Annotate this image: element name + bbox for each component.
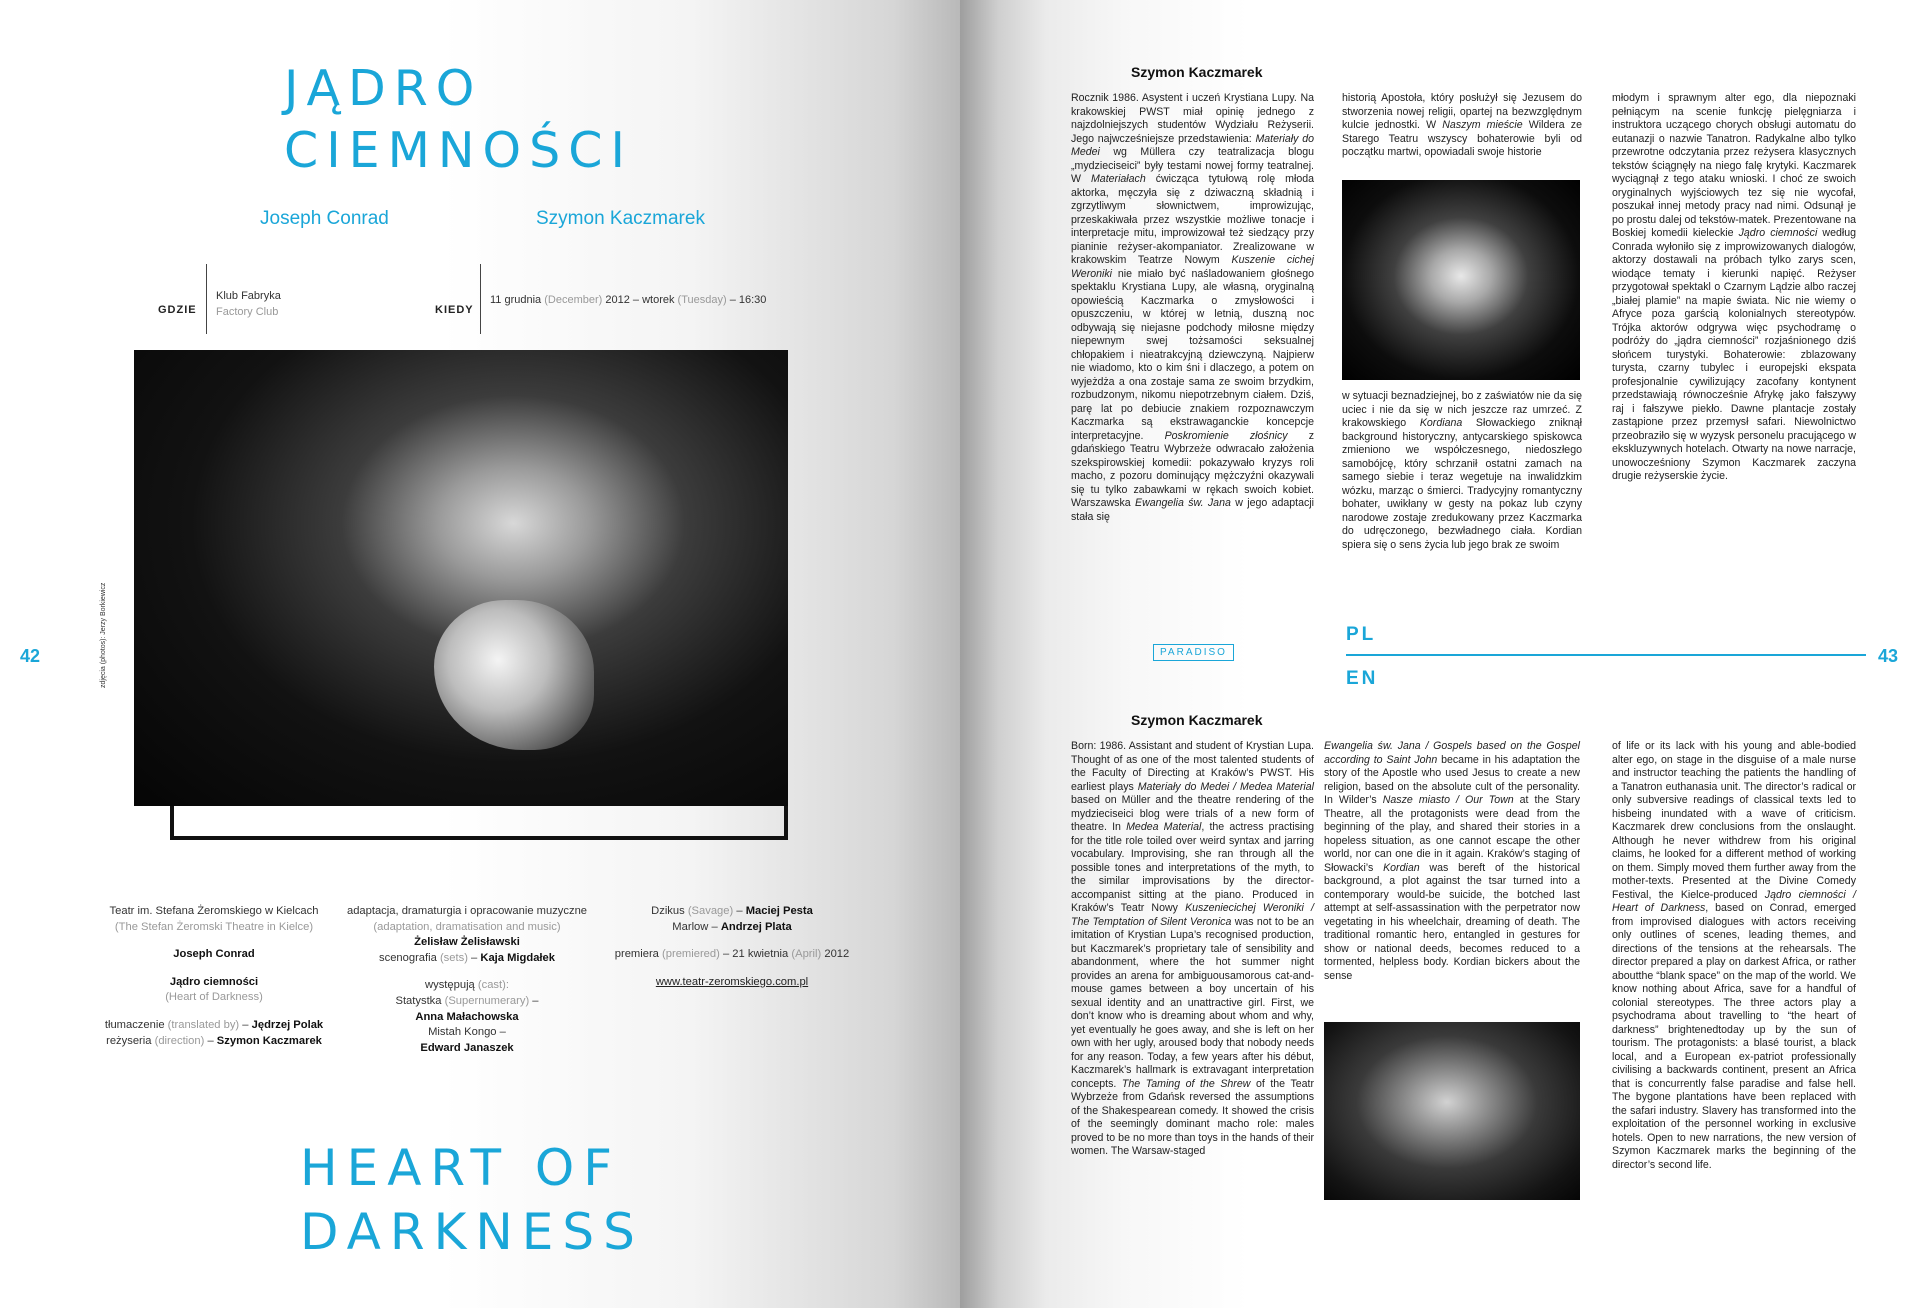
credits-column-1 (96, 904, 332, 1049)
divider-where (206, 264, 207, 334)
date-month-en: (December) (544, 294, 603, 306)
credit-sets: scenografia (sets) – Kaja Migdałek (379, 951, 555, 964)
main-photo-actor (134, 350, 788, 806)
date-day: 11 grudnia (490, 294, 542, 306)
where-label: GDZIE (158, 304, 197, 316)
credit-work-en: (Heart of Darkness) (165, 991, 263, 1004)
lang-divider (1346, 654, 1866, 656)
title-english (300, 1136, 644, 1264)
lang-label-pl: PL (1346, 624, 1377, 645)
credit-adaptation-by: Żelisław Żelisławski (414, 936, 520, 949)
credit-adaptation-label: adaptacja, dramaturgia i opracowanie muzyczne (346, 905, 588, 917)
title-pl-line-2: CIEMNOŚCI (284, 122, 633, 179)
title-polish (284, 58, 704, 182)
date-weekday-en: (Tuesday) (677, 294, 727, 306)
title-pl-line-1: JĄDRO (284, 60, 483, 117)
pl-column-3: młodym i sprawnym alter ego, dla niepoznaki pełniącym na scenie funkcję pielęgniarza i instruktora uczącego chorych obsługi automatu do eutanazji o nazwie Tanatron. Radykalne albo tylko przewrotne odczytania przez reżysera klasycznych tekstów ściągnęły na niego falę krytyki. Kaczmarek wyciągnął z tego ataku wnioski. I choć ze swoich oryginalnych wyjściowych tez się nie wycofał, poszukał innej metody pracy nad nimi. Odsunął je po prostu dalej od tekstów-matek. Prezentowane na Boskiej komedii kieleckie Jądro ciemności według Conrada wyłoniło się z improwizowanych dialogów, aktorzy dostawali na próbach tylko zarys scen, wiodące tematy i kierunki napięć. Reżyser przygotował spektakl o Czarnym Lądzie albo raczej „białej plamie” na mapie świata. Nic nie wiemy o Afryce poza garścią kolonialnych stereotypów. Trójka aktorów odgrywa więc psychodramę o podróży do „jądra ciemności” rozjaśnionego dziś słońcem turystyki. Bohaterowie: zblazowany turysta, czarny tubylec i europejski ekspata profesjonalnie cywilizujący zacofany kontynent przedstawiają równocześnie Afrykę jako fałszywy raj i fałszywe piekło. Dawne plantacje zostały zastąpione przez przemysł safari. Niewolnictwo przeobraziło się w wyzysk personelu pracującego w ekskluzywnych hotelach. Otwarty na nowe narracje, unowocześniony Szymon Kaczmarek zaczyna drugie reżyserskie życie. (1612, 92, 1857, 482)
credit-role-3: Dzikus (Savage) – Maciej Pesta (651, 905, 813, 917)
divider-when (480, 264, 481, 334)
theatre-website-link[interactable]: www.teatr-zeromskiego.com.pl (655, 975, 809, 988)
credit-author: Joseph Conrad (173, 948, 255, 961)
author-director: Szymon Kaczmarek (536, 208, 705, 229)
credit-premiere: premiera (premiered) – 21 kwietnia (April) 2012 (614, 948, 850, 961)
venue-name-en: Factory Club (216, 306, 279, 318)
en-column-2: Ewangelia św. Jana / Gospels based on the Gospel according to Saint John became in his adaptation the story of the Apostle who used Jesus to create a new religion, based on the absolute cult of the personality. In Wilder’s Nasze miasto / Our Town at the Stary Theatre, all the protagonists were dead from the beginning of the play, and shared their stories in a hopeless situation, as one cannot escape the other world, nor can one die in it again. Kraków’s staging of Słowacki’s Kordian was bereft of the historical background, a plot against the tsar turned into a contemporary would-be suicide, the botched last attempt at self-assassination with the perpetrator now vegetating in his wheelchair, dreaming of death. The traditional romantic hero, entangled in gestures for show or national deeds, becomes reduced to a tormented, helpless body. Kordian bickers about the sense (1324, 740, 1581, 982)
photo-three-actors (1324, 1022, 1580, 1200)
credit-role-1: Statystka (Supernumerary) – (395, 994, 539, 1007)
lang-label-en: EN (1346, 668, 1379, 689)
date-year-weekday: 2012 – wtorek (605, 294, 675, 306)
theatre-name: Teatr im. Stefana Żeromskiego w Kielcach (109, 905, 319, 917)
pl-column-2-top: historią Apostoła, który posłużył się Jezusem do stworzenia nowej religii, opartej na bezwzględnym kulcie jednostki. W Naszym mieście Wildera ze Starego Teatru wszyscy bohaterowie byli od początku martwi, opowiadali swoje historie (1342, 92, 1582, 158)
credit-translation: tłumaczenie (translated by) – Jędrzej Polak (104, 1018, 324, 1031)
title-en-line-1: HEART OF (300, 1139, 622, 1197)
en-column-3: of life or its lack with his young and able-bodied alter ego, on stage in the disguise of a male nurse and instructor teaching the patients the handling of a Tanatron euthanasia unit. The director’s radical or only subversive readings of classical texts led to hisbeing inundated with a wave of criticism. Kaczmarek drew conclusions from the onslaught. Although he never withdrew from his original claims, he looked for a different method of working on them. Simply moved them further away from the mother-texts. Presented at the Divine Comedy Festival, the Kielce-produced Jądro ciemności / Heart of Darkness, based on Conrad, emerged from improvised dialogues with actors receiving only outlines of scenes, leading themes, and directions of the tensions at the rehearsals. The director prepared a play on darkest Africa, or rather aboutthe “blank space” on the map of the world. We know nothing about Africa, save for a handful of colonial stereotypes. The three actors play a psychodrama about travelling to “the heart of darkness” brightenedtoday up by the sun of tourism. The protagonists: a blasé tourist, a black local, and a European ex-patriot professionally civilising a backwards continent, present an Africa that is concurrently false paradise and false hell. The bygone plantations have been replaced with the safari industry. Slavery has transformed into the exploitation of the personnel working in exclusive hotels. Open to new narrations, the new version of Szymon Kaczmarek marks the beginning of the director’s second life. (1612, 740, 1856, 1171)
author-original: Joseph Conrad (260, 208, 389, 229)
photo-actor-singing (1342, 180, 1580, 380)
credit-actor-2: Edward Janaszek (420, 1041, 514, 1054)
credit-role-2: Mistah Kongo – (428, 1026, 506, 1039)
credit-role-4: Marlow – Andrzej Plata (672, 920, 792, 933)
venue-block (216, 288, 281, 320)
credit-cast-label: występują (cast): (425, 979, 509, 992)
credit-direction: reżyseria (direction) – Szymon Kaczmarek (106, 1034, 322, 1047)
theatre-name-en: (The Stefan Żeromski Theatre in Kielce) (114, 920, 314, 933)
venue-name: Klub Fabryka (216, 290, 281, 302)
credit-actor-1: Anna Małachowska (415, 1010, 519, 1023)
pl-heading: Szymon Kaczmarek (1131, 64, 1263, 80)
pl-column-2-bottom: w sytuacji beznadziejnej, bo z zaświatów nie da się uciec i nie da się w nich jeszcze raz umrzeć. Z krakowskiego Kordiana Słowackiego zniknął background historyczny, antycarskiego spiskowca zmieniono we współczesnego, niedoszłego samobójcę, który schrzanił ostatni zamach na samego siebie i teraz wegetuje na inwalidzkim wózku, marząc o śmierci. Tradycyjny romantyczny bohater, uwikłany w gesty na pokaz lub czyny narodowe zostaje zredukowany przez Kaczmarka do udręczonego, bezwładnego ciała. Kordian spiera się o sens życia lub jego brak ze swoim (1342, 390, 1583, 551)
en-column-1: Born: 1986. Assistant and student of Krystian Lupa. Thought of as one of the most talented students of the Faculty of Directing at Kraków’s PWST. His earliest plays Materiały do Medei / Medea Material based on Müller and the theatre rendering of the mydzieciseici blog were trials of a new form of theatre. In Medea Material, the actress practising for the title role toiled over weird syntax and jarring vocabulary. Improvising, she ran through all the possible tones and interpretations of the myth, to the similar improvisations by the director-accompanist sitting at the piano. Produced in Kraków’s Teatr Nowy Kuszeniecichej Weroniki / The Temptation of Silent Veronica was not to be an imitation of Krystian Lupa’s recognised production, but Kaczmarek’s proprietary tale of sensibility and abandonment, where the hot summer night provides an arena for ambiguousamorous cat-and-mouse games between a boy uncertain of his sexual identity and an unattractive girl. First, we don’t know who is dreaming about whom and why, yet eventually he goes away, and she is left on her own with her ugly, aroused body that nobody needs for any reason. Today, a few years after his début, Kaczmarek’s hallmark is extravagant interpretation concepts. The Taming of the Shrew of the Teatr Wybrzeże from Gdańsk reversed the assumptions of the Shakespearean comedy. It showed the crisis of the seemingly dominant macho role: males proved to be no more than toys in the hands of their women. The Warsaw-staged (1071, 740, 1315, 1157)
when-label: KIEDY (435, 304, 474, 316)
title-en-line-2: DARKNESS (300, 1203, 644, 1261)
section-badge-paradiso: PARADISO (1153, 644, 1234, 661)
credits-column-2 (342, 904, 592, 1056)
credit-work: Jądro ciemności (169, 975, 259, 988)
photo-credit: zdjęcia (photos): Jerzy Borkiewicz (100, 582, 107, 688)
credits-column-3 (612, 904, 852, 990)
page-number-left: 42 (20, 646, 41, 666)
page-number-right: 43 (1878, 646, 1899, 666)
date-block (490, 292, 766, 308)
pl-column-1: Rocznik 1986. Asystent i uczeń Krystiana Lupy. Na krakowskiej PWST miał opinię jednego z najzdolniejszych studentów Wydziału Reżyserii. Jego najwcześniejsze przedstawienia: Materiały do Medei wg Müllera czy teatralizacja blogu „mydzieciseici” były testami nowej formy teatralnej. W Materiałach ćwicząca tytułową rolę młoda aktorka, męczyła się z dziwaczną składnią i zgrzytliwym słownictwem, improwizując, przeskakiwała przez wszystkie możliwe tonacje i interpretacje mitu, improwizował też siedzący przy pianinie reżyser-akompaniator. Zrealizowane w krakowskim Teatrze Nowym Kuszenie cichej Weroniki nie miało być naśladowaniem głośnego spektaklu Krystiana Lupy, ale własną, oryginalną opowieścią Kaczmarka o zmysłowości i opuszczeniu, w której w letnią, duszną noc odbywają się niejasne podchody miłosne między niepewnym swej tożsamości seksualnej chłopakiem i nieatrakcyjną dziewczyną. Najpierw nie wiadomo, kto o kim śni i dlaczego, a potem on wyjeżdża a ona zostaje sama ze swoim brzydkim, rozbudzonym, nikomu niepotrzebnym ciałem. Dziś, parę lat po debiucie znakiem rozpoznawczym Kaczmarka są ekstrawaganckie koncepcje interpretacyjne. Poskromienie złośnicy z gdańskiego Teatru Wybrzeże odwracało założenia szekspirowskiej komedii: pokazywało kryzys roli macho, z pozoru dominujący mężczyźni okazywali się tu tylko zabawkami w rękach swoich kobiet. Warszawska Ewangelia św. Jana w jego adaptacji stała się (1071, 92, 1314, 523)
credit-adaptation-label-en: (adaptation, dramatisation and music) (373, 920, 561, 933)
date-time: – 16:30 (729, 294, 767, 306)
en-heading: Szymon Kaczmarek (1131, 712, 1263, 728)
